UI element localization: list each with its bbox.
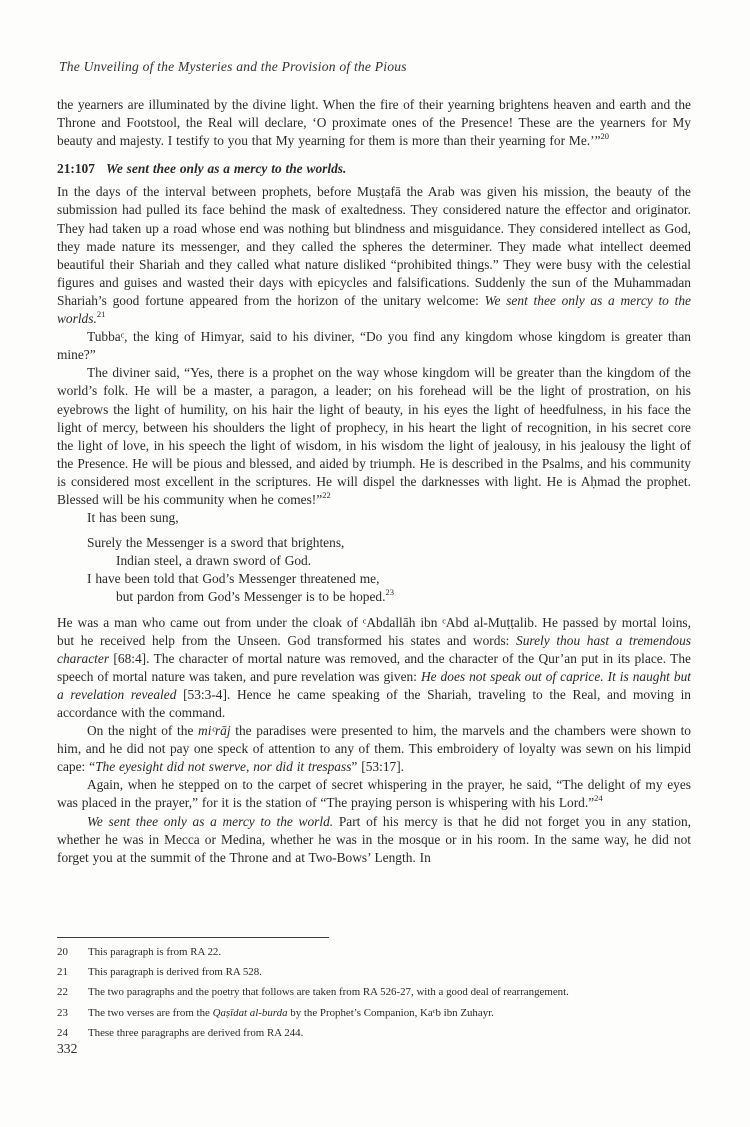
running-head: The Unveiling of the Mysteries and the Provision of the Pious xyxy=(59,59,407,74)
text-run: Indian steel, a drawn sword of God. xyxy=(116,553,312,569)
footnote-marker: 23 xyxy=(385,586,394,597)
paragraph xyxy=(57,183,691,328)
footnote xyxy=(57,982,691,1002)
paragraph xyxy=(57,813,691,867)
footnote xyxy=(57,942,691,962)
footnote-text xyxy=(88,982,691,1002)
footnote-marker: 22 xyxy=(322,489,331,500)
text-run: The diviner said, “Yes, there is a prophet on the way whose kingdom will be greater than the kingdom of the world’s folk. He will be a master, a paragon, a leader; on his forehead will be the light of prostration, on his eyebrows the light of humility, on his hair the light of beauty, in his eyes the light of heedfulness, in his face the light of mercy, between his shoulders the light of prophecy, in his heart the light of recognition, in his secret core the light of love, in his speech the light of wisdom, in his wisdom the light of jealousy, in his jealousy the light of the Presence. He will be pious and blessed, and aided by triumph. He is described in the Psalms, and his community is considered most excellent in the scriptures. He will dispel the darknesses with light. He is Aḥmad the prophet. Blessed will be his community when he comes!” xyxy=(57,365,691,507)
footnote-number: 24 xyxy=(57,1026,68,1039)
footnote-marker: 20 xyxy=(600,130,610,141)
italic-text: We sent thee only as a mercy to the worlds. xyxy=(57,292,691,327)
text-run: the paradises were presented to him, the marvels and the chambers were shown to him, and he did not pay one speck of attention to any of them. This embroidery of loyalty was sewn on his limpid cape: “ xyxy=(57,723,691,775)
italic-text: Surely thou hast a tremendous character xyxy=(57,632,691,666)
text-run: Surely the Messenger is a sword that brightens, xyxy=(87,535,345,551)
poem xyxy=(57,534,691,606)
text-run: This paragraph is derived from RA 528. xyxy=(88,966,262,979)
footnote-number: 21 xyxy=(57,966,68,979)
text-run: It has been sung, xyxy=(87,510,179,526)
text-run: The two paragraphs and the poetry that follows are taken from RA 526-27, with a good deal of rearrangement. xyxy=(88,986,569,999)
footnote-number: 22 xyxy=(57,986,68,999)
italic-text: The eyesight did not swerve, nor did it trespass xyxy=(95,759,352,775)
page-number: 332 xyxy=(57,1041,78,1056)
paragraph xyxy=(57,722,691,776)
footnote-marker: 24 xyxy=(594,793,603,803)
footnote-text xyxy=(88,1003,691,1023)
text-run: [68:4]. The character of mortal nature was removed, and the character of the Qur’an put in its place. The speech of mortal nature was taken, and pure revelation was given: xyxy=(57,650,691,684)
text-run: but pardon from God’s Messenger is to be hoped. xyxy=(116,589,386,605)
paragraph xyxy=(57,614,691,723)
footnote-number: 20 xyxy=(57,946,68,958)
paragraph xyxy=(57,776,691,812)
text-run: These three paragraphs are derived from RA 244. xyxy=(88,1026,304,1039)
text-run: by the Prophet’s Companion, Kaᶜb ibn Zuhayr. xyxy=(287,1006,494,1019)
verse-heading xyxy=(57,160,691,178)
footnote-rule xyxy=(57,937,329,938)
text-run: In the days of the interval between prophets, before Muṣṭafā the Arab was given his mission, the beauty of the submission had pulled its face behind the mask of exaltedness. They considered nature the effector and originator. They had taken up a road whose end was nothing but blindness and misguidance. They considered intellect as God, they made nature its messenger, and they called the spheres the determiner. They made what intellect deemed beautiful their Shariah and they called what nature disliked “prohibited things.” They were busy with the celestial figures and guises and wasted their days with epicycles and falsifications. Suddenly the sun of the Muhammadan Shariah’s good fortune appeared from the horizon of the unitary welcome: xyxy=(57,184,691,308)
text-run: Tubbaᶜ, the king of Himyar, said to his diviner, “Do you find any kingdom whose kingdom is greater than mine?” xyxy=(57,329,691,363)
italic-text: miᶜrāj xyxy=(198,723,231,739)
paragraph xyxy=(57,509,691,527)
footnote-list xyxy=(57,942,691,1043)
paragraph xyxy=(57,328,691,364)
italic-text: We sent thee only as a mercy to the world. xyxy=(87,813,334,829)
text-run: Again, when he stepped on to the carpet of secret whispering in the prayer, he said, “The delight of my eyes was placed in the prayer,” for it is the station of “The praying person is whispering with his Lord.” xyxy=(57,777,691,811)
footnote xyxy=(57,962,691,982)
poem-line xyxy=(57,570,691,588)
text-run: the yearners are illuminated by the divine light. When the fire of their yearning brightens heaven and earth and the Throne and Footstool, the Real will declare, ‘O proximate ones of the Presence! These are the yearners for My beauty and majesty. I testify to you that My yearning for them is more than their yearning for Me.’” xyxy=(57,97,691,149)
paragraph xyxy=(57,96,691,150)
text-run: The two verses are from the xyxy=(88,1006,213,1019)
text-run: [53:3-4]. Hence he came speaking of the Shariah, traveling to the Real, and moving in accordance with the command. xyxy=(57,686,691,720)
footnote-text xyxy=(88,1023,691,1043)
text-run: On the night of the xyxy=(87,723,199,739)
italic-text: He does not speak out of caprice. It is naught but a revelation revealed xyxy=(57,668,691,702)
text-run: Part of his mercy is that he did not forget you in any station, whether he was in Mecca or Medina, whether he was in the mosque or in his room. In the same way, he did not forget you at the summit of the Throne and at Two-Bows’ Length. In xyxy=(57,813,691,865)
text-run: I have been told that God’s Messenger threatened me, xyxy=(87,571,380,587)
paragraph xyxy=(57,364,691,509)
verse-number: 21:107 xyxy=(57,161,95,177)
italic-text: Qaṣīdat al-burda xyxy=(212,1006,288,1019)
footnote-number: 23 xyxy=(57,1006,68,1019)
footnote-text xyxy=(88,942,691,962)
poem-line xyxy=(57,588,691,606)
footnote-text xyxy=(88,962,691,982)
verse-title: We sent thee only as a mercy to the worlds. xyxy=(105,161,347,177)
text-run: ” [53:17]. xyxy=(351,759,405,775)
footnote-block xyxy=(57,937,691,1043)
text-run: He was a man who came out from under the cloak of ᶜAbdallāh ibn ᶜAbd al-Muṭṭalib. He passed by mortal loins, but he received help from the Unseen. God transformed his states and words: xyxy=(57,614,691,648)
poem-line xyxy=(57,534,691,552)
poem-line xyxy=(57,552,691,570)
footnote xyxy=(57,1023,691,1043)
text-flow xyxy=(57,96,691,867)
text-run: This paragraph is from RA 22. xyxy=(88,946,222,958)
footnote-marker: 21 xyxy=(96,308,106,319)
footnote xyxy=(57,1003,691,1023)
